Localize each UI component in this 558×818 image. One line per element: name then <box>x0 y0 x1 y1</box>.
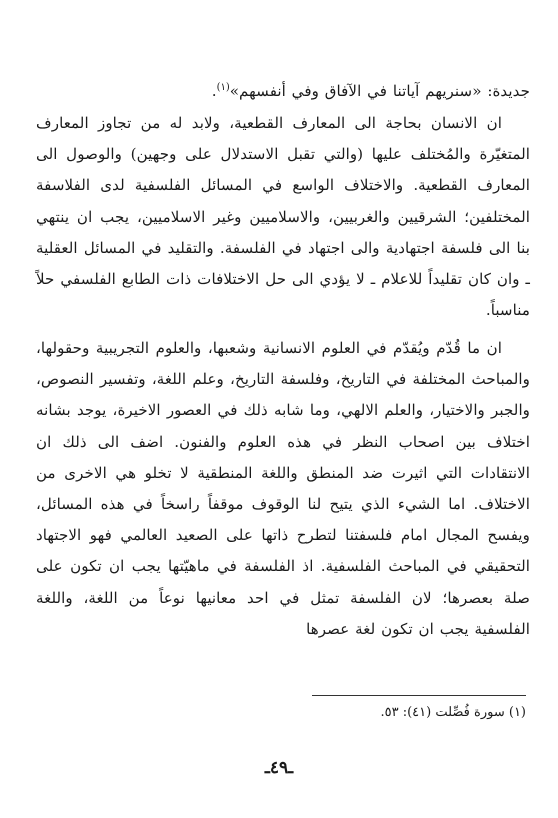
quran-quote-line <box>36 76 530 107</box>
intro-line <box>36 76 530 107</box>
quote-text: جديدة: «سنريهم آياتنا في الآفاق وفي أنفسهم» <box>229 82 530 100</box>
page-number: ـ٤٩ـ <box>264 758 294 778</box>
footnote <box>380 703 526 723</box>
paragraph-2 <box>36 333 530 645</box>
paragraph-1-text: ان الانسان بحاجة الى المعارف القطعية، ولابد له من تجاوز المعارف المتغيّرة والمُختلف عليها (والتي تقبل الاستدلال على وجهين) والوصول الى المعارف القطعية. والاختلاف الواسع في المسائل الفلسفية لدى الفلاسفة المختلفين؛ الشرقيين والغربيين، والاسلاميين وغير الاسلاميين، يجب ان ينتهي بنا الى فلسفة اجتهادية والى اجتهاد في الفلسفة. والتقليد في المسائل العقلية ـ وان كان تقليداً للاعلام ـ لا يؤدي الى حل الاختلافات ذات الطابع الفلسفي حلاً مناسباً. <box>36 114 530 320</box>
paragraph-2-text: ان ما قُدّم ويُقدّم في العلوم الانسانية وشعبها، والعلوم التجريبية وحقولها، والمباحث المختلفة في التاريخ، وفلسفة التاريخ، وعلم اللغة، وتفسير النصوص، والجبر والاختيار، والعلم الالهي، وما شابه ذلك في العصور الاخيرة، يوجد بشانه اختلاف بين اصحاب النظر في هذه العلوم والفنون. اضف الى ذلك ان الانتقادات التي اثيرت ضد المنطق واللغة المنطقية لا تخلو هي الاخرى من الاختلاف. اما الشيء الذي يتيح لنا الوقوف موقفاً راسخاً في هذه المسائل، ويفسح المجال امام فلسفتنا لتطرح ذاتها على الصعيد العالمي فهو الاجتهاد التحقيقي في المباحث الفلسفية. اذ الفلسفة في ماهيّتها يجب ان تكون على صلة بعصرها؛ لان الفلسفة تمثل في احد معانيها نوعاً من اللغة، واللغة الفلسفية يجب ان تكون لغة عصرها <box>36 339 530 638</box>
footnote-separator <box>312 695 526 696</box>
paragraph-1 <box>36 108 530 326</box>
quote-end: . <box>211 82 217 100</box>
footnote-reference: (١) <box>216 81 230 93</box>
footnote-text: (١) سورة فُصِّلت (٤١): ٥٣. <box>380 705 526 720</box>
